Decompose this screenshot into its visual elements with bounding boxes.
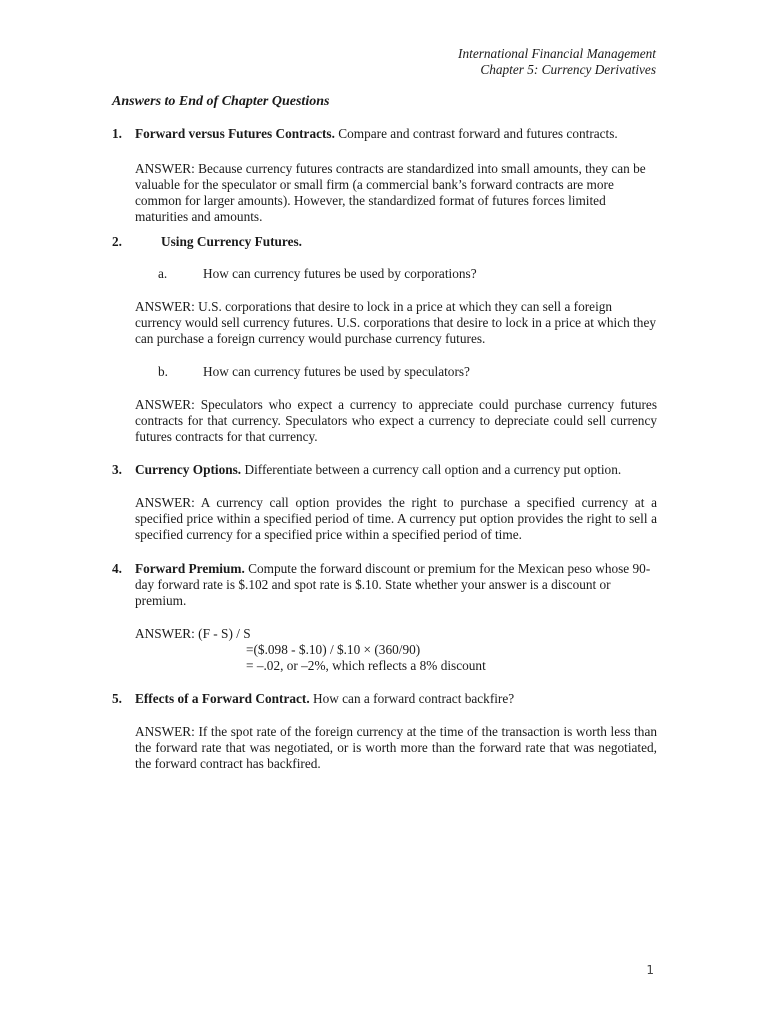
question-5-prompt: How can a forward contract backfire? (309, 691, 515, 706)
question-5-answer: ANSWER: If the spot rate of the foreign currency at the time of the transaction is worth less than the forward rate that was negotiated, or is worth more than the forward rate that was negotiated, the forward contract has backfired. (135, 724, 657, 771)
question-4-heading: Forward Premium. (135, 561, 245, 576)
question-3-heading: Currency Options. (135, 462, 242, 477)
question-3-answer: ANSWER: A currency call option provides the right to purchase a specified currency at a specified price within a specified period of time. A currency put option provides the right to sell a specified currency for a specified price within a specified period of time. (135, 495, 657, 542)
question-4-answer-calculation: =($.098 - $.10) / $.10 × (360/90) (246, 642, 421, 657)
question-1-number: 1. (112, 126, 122, 141)
question-1-text (135, 126, 657, 142)
question-4-text (135, 561, 657, 609)
question-2b-letter: b. (158, 364, 168, 379)
question-5-text (135, 691, 657, 707)
page-title: Answers to End of Chapter Questions (112, 94, 330, 109)
header-course-title: International Financial Management (458, 46, 656, 61)
question-1-prompt: Compare and contrast forward and futures contracts. (334, 126, 618, 141)
question-3-prompt: Differentiate between a currency call option and a currency put option. (241, 462, 622, 477)
question-2b-text: How can currency futures be used by speculators? (203, 364, 470, 379)
question-2-heading: Using Currency Futures. (161, 234, 302, 249)
question-5-number: 5. (112, 691, 122, 706)
page-number: 1 (646, 963, 654, 977)
question-3-number: 3. (112, 462, 122, 477)
header-chapter-title: Chapter 5: Currency Derivatives (480, 62, 656, 77)
question-2a-answer: ANSWER: U.S. corporations that desire to lock in a price at which they can sell a foreign currency would sell currency futures. U.S. corporations that desire to lock in a price at which they can purchase a foreign currency would purchase currency futures. (135, 299, 656, 346)
question-2a-letter: a. (158, 266, 168, 281)
question-4-prompt: Compute the forward discount or premium for the Mexican peso whose 90-day forward rate is $.102 and spot rate is $.10. State whether your answer is a discount or premium. (135, 561, 651, 608)
question-1-answer: ANSWER: Because currency futures contracts are standardized into small amounts, they can be valuable for the speculator or small firm (a commercial bank’s forward contracts are more common for larger amounts). However, the standardized format of futures forces limited maturities and amounts. (135, 161, 646, 224)
question-4-answer-formula: ANSWER: (F - S) / S (135, 626, 251, 641)
question-4-number: 4. (112, 561, 122, 576)
question-2a-text: How can currency futures be used by corporations? (203, 266, 477, 281)
question-4-answer-result: = –.02, or –2%, which reflects a 8% discount (246, 658, 486, 673)
question-1-heading: Forward versus Futures Contracts. (135, 126, 335, 141)
question-5-heading: Effects of a Forward Contract. (135, 691, 310, 706)
running-header (458, 46, 656, 78)
question-2-number: 2. (112, 234, 122, 249)
question-3-text (135, 462, 657, 478)
question-2b-answer: ANSWER: Speculators who expect a currency to appreciate could purchase currency futures contracts for that currency. Speculators who expect a currency to depreciate could sell currency futures contracts for that currency. (135, 397, 657, 444)
